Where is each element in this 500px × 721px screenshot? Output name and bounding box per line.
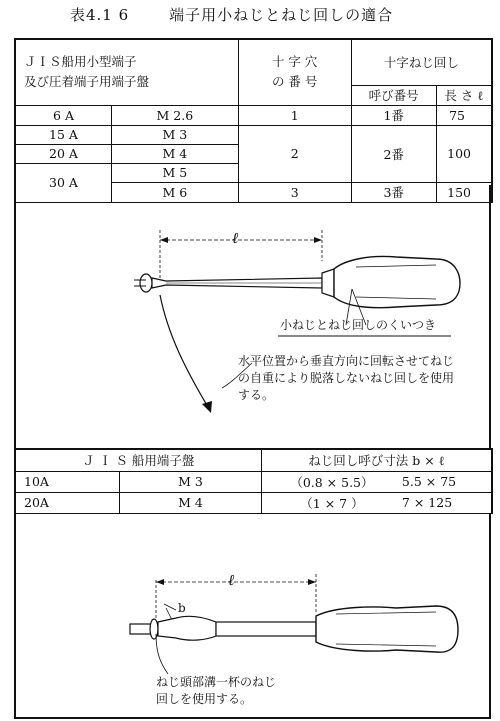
figure-2 <box>14 514 491 719</box>
table-title <box>70 4 393 25</box>
dimension-label-b: b <box>178 601 186 615</box>
rotation-note: 水平位置から垂直方向に回転させてねじ の自重により脱落しないねじ回しを使用 する。 <box>238 354 455 402</box>
header-terminal-board: ＪＩＳ船用小型端子 及び圧着端子用端子盤 <box>15 39 238 105</box>
dimension-label-l: ℓ <box>228 571 235 589</box>
screw-driver-table <box>14 38 493 203</box>
table-row: M 6 3 3番 150 <box>15 182 492 202</box>
table-row: 30 A M 5 <box>15 163 492 182</box>
grip-callout: 小ねじとねじ回しのくいつき <box>280 318 437 332</box>
table-row: 20A M 4 （1 × 7 ） 7 × 125 <box>15 492 492 513</box>
header-marine-terminal: Ｊ Ｉ Ｓ 船用端子盤 <box>15 449 261 471</box>
header-screwdriver: 十字ねじ回し <box>351 39 492 85</box>
table-number: 表4.1 6 <box>70 6 130 24</box>
table-row: 6 A M 2.6 1 1番 75 <box>15 105 492 125</box>
table-caption: 端子用小ねじとねじ回しの適合 <box>169 6 394 24</box>
header-length: 長 さ ℓ <box>436 85 492 105</box>
header-cross-hole: 十 字 穴 の 番 号 <box>238 39 351 105</box>
driver-size-table <box>14 448 493 514</box>
table-row: 15 A M 3 2 2番 100 <box>15 125 492 144</box>
table-row: 20 A M 4 <box>15 144 492 163</box>
slot-note: ねじ頭部溝一杯のねじ 回しを使用する。 <box>156 675 277 706</box>
dimension-label-l: ℓ <box>232 229 239 247</box>
figure-1 <box>14 185 491 448</box>
table-row: 10A M 3 （0.8 × 5.5） 5.5 × 75 <box>15 471 492 492</box>
header-driver-size: ねじ回し呼び寸法 b × ℓ <box>261 449 492 471</box>
header-nominal-number: 呼び番号 <box>351 85 436 105</box>
